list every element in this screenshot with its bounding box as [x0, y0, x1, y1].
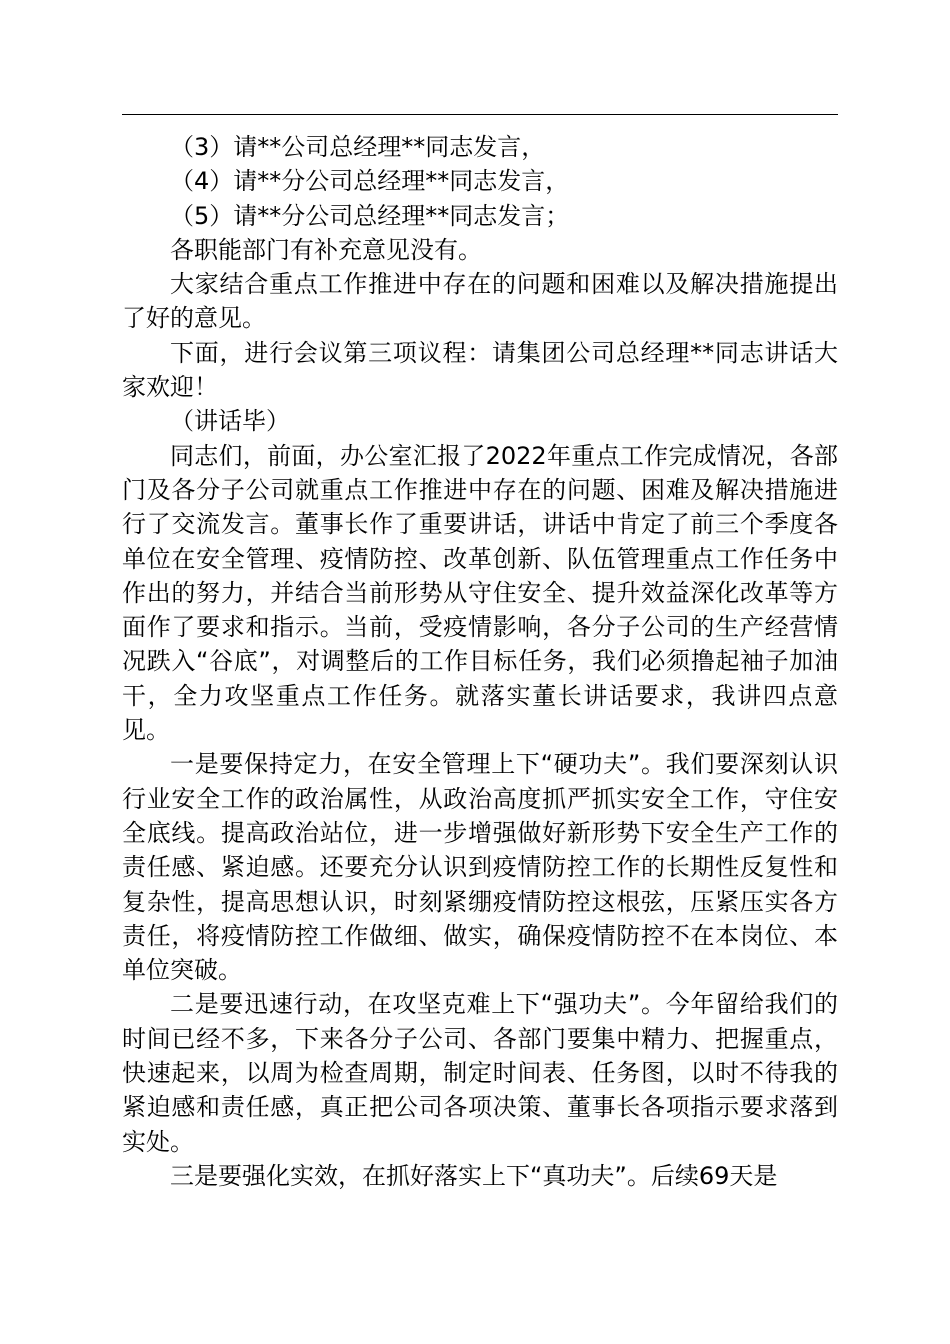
paragraph-point-two: 二是要迅速行动，在攻坚克难上下“强功夫”。今年留给我们的时间已经不多，下来各分子公司、各部门要集中精力、把握重点，快速起来，以周为检查周期，制定时间表、任务图，以时不待我的紧迫感和责任感，真正把公司各项决策、董事长各项指示要求落到实处。	[122, 990, 838, 1156]
paragraph-summary: 大家结合重点工作推进中存在的问题和困难以及解决措施提出了好的意见。	[122, 270, 838, 333]
paragraph-speaker-4: （4）请**分公司总经理**同志发言，	[170, 167, 570, 196]
paragraph-speech-end: （讲话毕）	[170, 407, 290, 436]
paragraph-speaker-3: （3）请**公司总经理**同志发言，	[170, 133, 546, 161]
paragraph-agenda-item-3: 下面，进行会议第三项议程：请集团公司总经理**同志讲话大家欢迎！	[122, 338, 838, 402]
paragraph-supplement: 各职能部门有补充意见没有。	[170, 235, 482, 264]
header-rule	[122, 114, 838, 115]
paragraph-point-three: 三是要强化实效，在抓好落实上下“真功夫”。后续69天是	[170, 1161, 778, 1190]
document-body	[122, 130, 838, 1193]
paragraph-speech-intro: 同志们，前面，办公室汇报了2022年重点工作完成情况，各部门及各分子公司就重点工作推进中存在的问题、困难及解决措施进行了交流发言。董事长作了重要讲话，讲话中肯定了前三个季度各单位在安全管理、疫情防控、改革创新、队伍管理重点工作任务中作出的努力，并结合当前形势从守住安全、提升效益深化改革等方面作了要求和指示。当前，受疫情影响，各分子公司的生产经营情况跌入“谷底”，对调整后的工作目标任务，我们必须撸起袖子加油干，全力攻坚重点工作任务。就落实董长讲话要求，我讲四点意见。	[122, 441, 838, 745]
paragraph-speaker-5: （5）请**分公司总经理**同志发言；	[170, 201, 570, 230]
paragraph-point-one: 一是要保持定力，在安全管理上下“硬功夫”。我们要深刻认识行业安全工作的政治属性，从政治高度抓严抓实安全工作，守住安全底线。提高政治站位，进一步增强做好新形势下安全生产工作的责任感、紧迫感。还要充分认识到疫情防控工作的长期性反复性和复杂性，提高思想认识，时刻紧绷疫情防控这根弦，压紧压实各方责任，将疫情防控工作做细、做实，确保疫情防控不在本岗位、本单位突破。	[122, 750, 838, 985]
